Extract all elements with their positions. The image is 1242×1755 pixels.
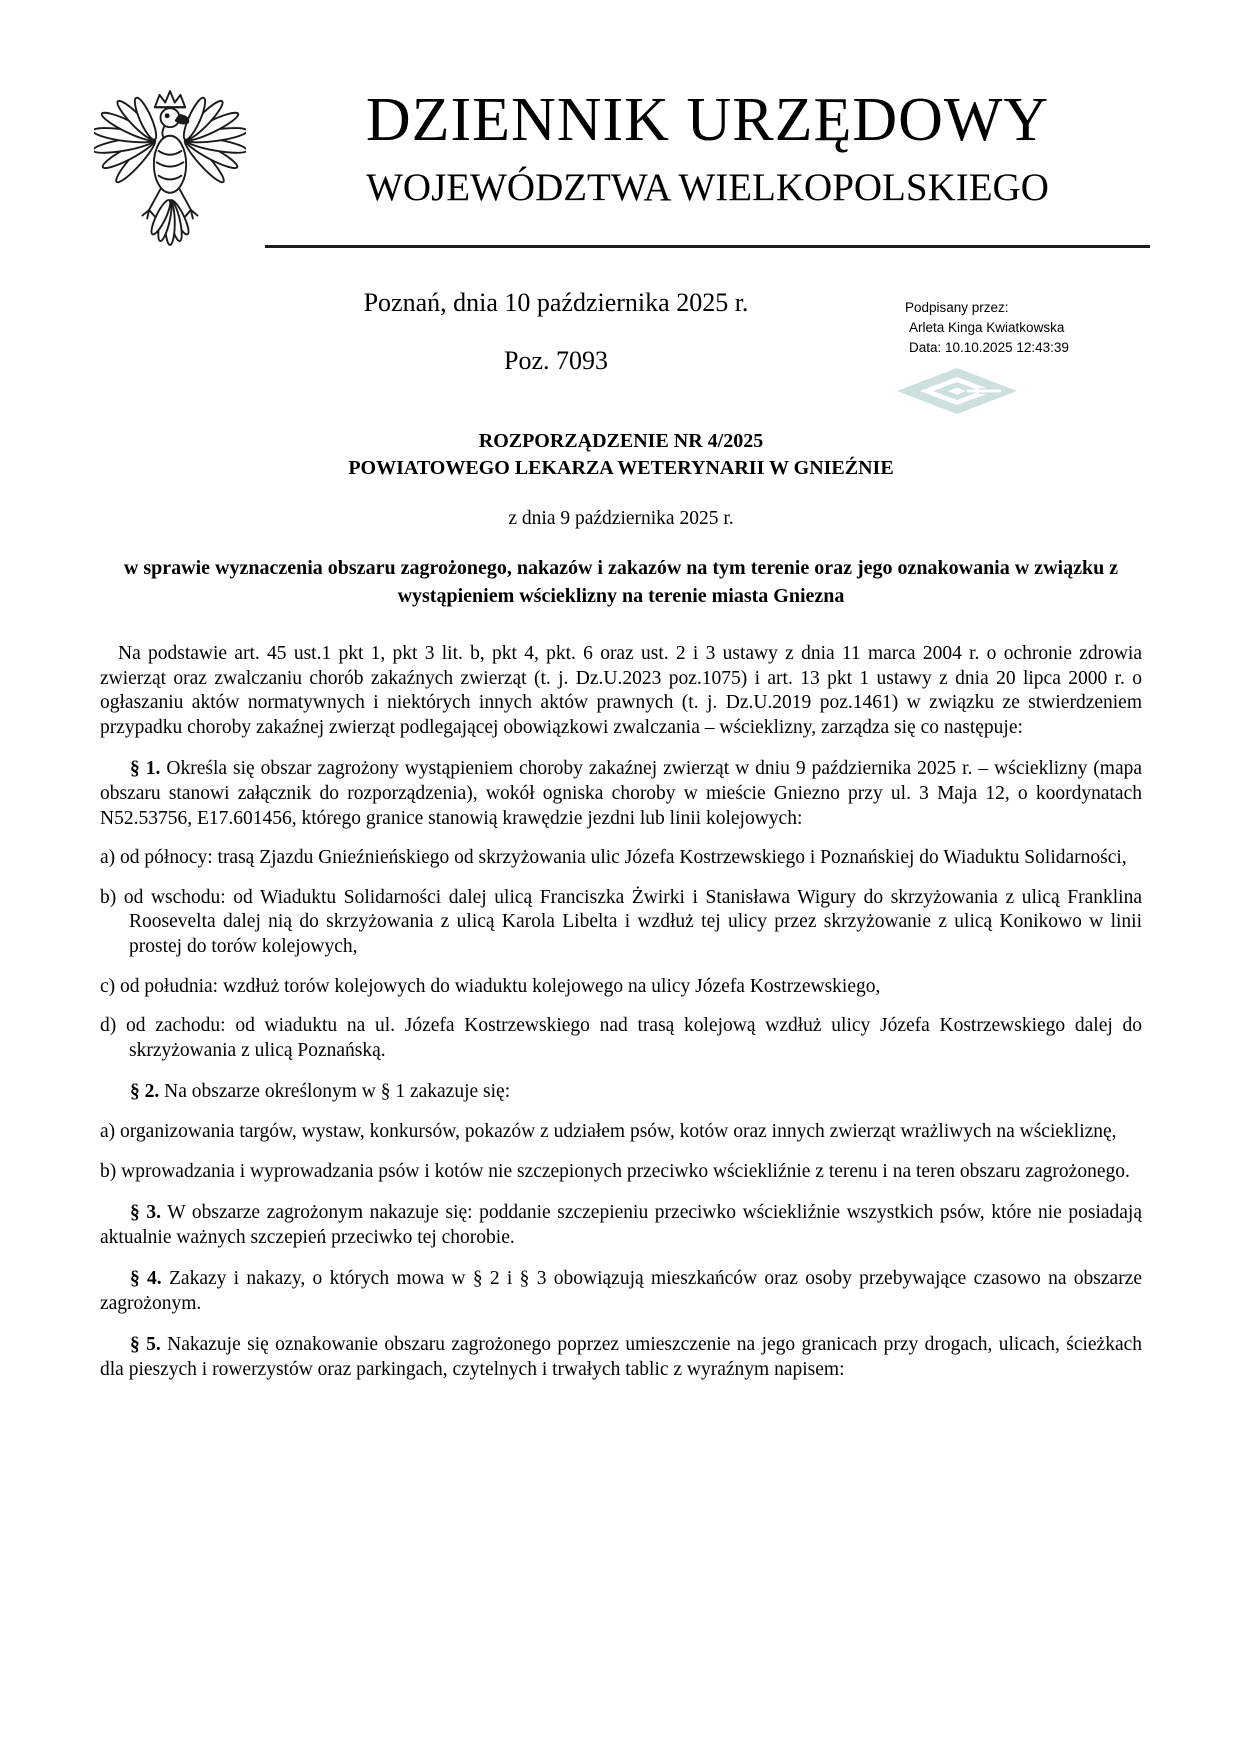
paragraph-3-text: W obszarze zagrożonym nakazuje się: poddanie szczepieniu przeciwko wściekliźnie wszystkich psów, które nie posiadają aktualnie ważnych szczepień przeciwko tej chorobie. (100, 1202, 1142, 1248)
e-signature-seal-icon (897, 368, 1017, 414)
item-label: b) (100, 886, 117, 908)
act-date: z dnia 9 października 2025 r. (508, 508, 734, 529)
paragraph-1-marker: § 1. (130, 758, 161, 780)
list-item (100, 1120, 1142, 1145)
list-item (100, 1160, 1142, 1185)
position-number: Poz. 7093 (504, 346, 608, 375)
paragraph-5-marker: § 5. (130, 1334, 161, 1356)
paragraph-2-text: Na obszarze określonym w § 1 zakazuje się: (164, 1081, 511, 1103)
paragraph-4-marker: § 4. (130, 1268, 162, 1290)
header-divider (265, 245, 1150, 248)
gazette-title: DZIENNIK URZĘDOWY (365, 86, 1050, 154)
list-item (100, 846, 1142, 871)
item-text: od południa: wzdłuż torów kolejowych do wiaduktu kolejowego na ulicy Józefa Kostrzewskiego, (120, 975, 881, 997)
paragraph-1 (100, 757, 1142, 831)
item-label: b) (100, 1160, 117, 1182)
legal-basis-paragraph: Na podstawie art. 45 ust.1 pkt 1, pkt 3 lit. b, pkt 4, pkt. 6 oraz ust. 2 i 3 ustawy z dnia 11 marca 2004 r. o ochronie zdrowia zwierząt oraz zwalczaniu chorób zakaźnych zwierząt (t. j. Dz.U.2023 poz.1075) i art. 13 pkt 1 ustawy z dnia 20 lipca 2000 r. o ogłaszaniu aktów normatywnych i niektórych innych aktów prawnych (t. j. Dz.U.2019 poz.1461) w związku ze stwierdzeniem przypadku choroby zakaźnej zwierząt podlegającej obowiązkowi zwalczania – wścieklizny, zarządza się co następuje: (100, 643, 1142, 738)
gazette-subtitle: WOJEWÓDZTWA WIELKOPOLSKIEGO (366, 166, 1049, 209)
list-item (100, 975, 1142, 1000)
place-date: Poznań, dnia 10 października 2025 r. (363, 288, 749, 317)
meta-section (100, 288, 1152, 438)
polish-eagle-emblem-icon (94, 88, 246, 250)
paragraph-1-text: Określa się obszar zagrożony wystąpieniem choroby zakaźnej zwierząt w dniu 9 października 2025 r. – wścieklizny (mapa obszaru stanowi załącznik do rozporządzenia), wokół ogniska choroby w mieście Gniezno przy ul. 3 Maja 12, o koordynatach N52.53756, E17.601456, którego granice stanowią krawędzie jezdni lub linii kolejowych: (100, 758, 1143, 829)
signer-name: Arleta Kinga Kwiatkowska (909, 320, 1065, 335)
paragraph-4-text: Zakazy i nakazy, o których mowa w § 2 i § 3 obowiązują mieszkańców oraz osoby przebywające czasowo na obszarze zagrożonym. (100, 1268, 1142, 1314)
act-heading (0, 428, 1242, 610)
item-text: od północy: trasą Zjazdu Gnieźnieńskiego od skrzyżowania ulic Józefa Kostrzewskiego i Poznańskiej do Wiaduktu Solidarności, (120, 847, 1127, 869)
paragraph-5-text: Nakazuje się oznakowanie obszaru zagrożonego poprzez umieszczenie na jego granicach przy drogach, ulicach, ścieżkach dla pieszych i rowerzystów oraz parkingach, czytelnych i trwałych tablic z wyraźnym napisem: (100, 1334, 1143, 1381)
item-label: c) (100, 975, 116, 997)
signature-date: Data: 10.10.2025 12:43:39 (909, 340, 1069, 355)
paragraph-3-marker: § 3. (130, 1202, 161, 1224)
paragraph-2 (100, 1080, 1142, 1105)
act-subject: w sprawie wyznaczenia obszaru zagrożonego, nakazów i zakazów na tym terenie oraz jego oznakowania w związku z wystąpieniem wścieklizny na terenie miasta Gniezna (123, 557, 1119, 607)
item-label: a) (100, 847, 116, 869)
header-titles (265, 88, 1150, 210)
signed-by-label: Podpisany przez: (905, 300, 1009, 315)
item-text: wprowadzania i wyprowadzania psów i kotów nie szczepionych przeciwko wściekliźnie z terenu i na teren obszaru zagrożonego. (121, 1160, 1130, 1182)
item-text: od wschodu: od Wiaduktu Solidarności dalej ulicą Franciszka Żwirki i Stanisława Wigury do skrzyżowania z ulicą Franklina Roosevelta dalej nią do skrzyżowania z ulicą Karola Libelta i wzdłuż tej ulicy przez skrzyżowanie z ulicą Konikowo w linii prostej do torów kolejowych, (123, 886, 1142, 957)
item-label: d) (100, 1015, 117, 1037)
item-label: a) (100, 1120, 116, 1142)
act-body (100, 642, 1142, 1383)
list-item (100, 1014, 1142, 1063)
paragraph-2-marker: § 2. (130, 1081, 160, 1103)
item-text: od zachodu: od wiaduktu na ul. Józefa Kostrzewskiego nad trasą kolejową wzdłuż ulicy Józefa Kostrzewskiego dalej do skrzyżowania z ulicą Poznańską. (125, 1015, 1142, 1061)
paragraph-4 (100, 1267, 1142, 1316)
paragraph-5 (100, 1333, 1142, 1382)
act-title-line1: ROZPORZĄDZENIE NR 4/2025 (478, 430, 764, 452)
meta-center (100, 288, 1012, 376)
paragraph-3 (100, 1201, 1142, 1250)
list-item (100, 886, 1142, 960)
digital-signature-block (905, 298, 1069, 414)
item-text: organizowania targów, wystaw, konkursów, pokazów z udziałem psów, kotów oraz innych zwierząt wrażliwych na wściekliznę, (120, 1120, 1117, 1142)
gazette-header (100, 88, 1150, 258)
act-title-line2: POWIATOWEGO LEKARZA WETERYNARII W GNIEŹNIE (348, 457, 894, 479)
